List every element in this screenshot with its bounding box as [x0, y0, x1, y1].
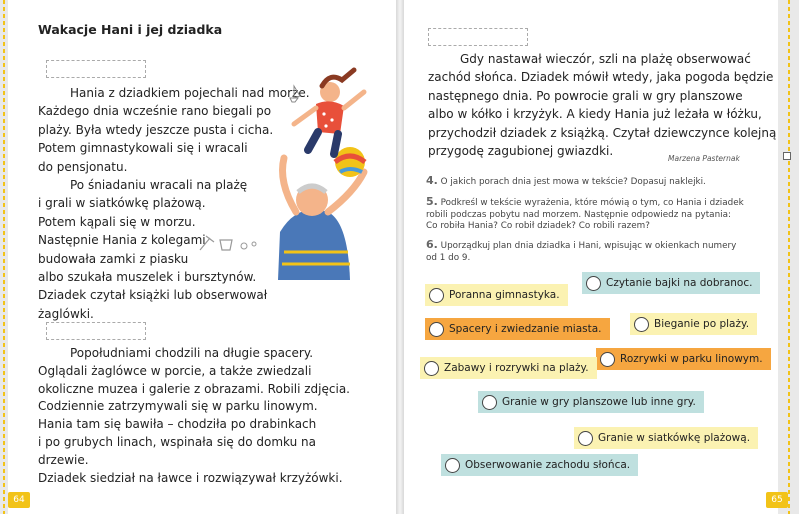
- plan-item-label: Spacery i zwiedzanie miasta.: [449, 323, 602, 335]
- question-text: Uporządkuj plan dnia dziadka i Hani, wpisując w okienkach numery: [440, 241, 737, 251]
- question-number: 6.: [426, 238, 438, 251]
- text-line: albo szukała muszelek i bursztynów.: [38, 270, 257, 285]
- plan-item-label: Poranna gimnastyka.: [449, 289, 560, 301]
- plan-item: [582, 272, 760, 294]
- number-circle-input[interactable]: [482, 395, 497, 410]
- question-number: 5.: [426, 195, 438, 208]
- sand-toys-icon: [196, 232, 266, 254]
- text-line: żaglówki.: [38, 306, 94, 321]
- text-line: Dziadek czytał książki lub obserwował: [38, 288, 268, 303]
- text-line: albo w kółko i krzyżyk. A kiedy Hania już leżała w łóżku,: [428, 107, 762, 122]
- plan-item: [425, 318, 610, 340]
- text-line: Hania tam się bawiła – chodziła po drabinkach: [38, 417, 317, 432]
- plan-item: [630, 313, 757, 335]
- plan-item-label: Granie w gry planszowe lub inne gry.: [502, 396, 696, 408]
- number-circle-input[interactable]: [424, 361, 439, 376]
- text-line: drzewie.: [38, 452, 89, 467]
- story-paragraph-3: [428, 50, 776, 160]
- question-text: O jakich porach dnia jest mowa w tekście? Dopasuj naklejki.: [440, 177, 706, 187]
- text-line: Oglądali żaglówce w porcie, a także zwiedzali: [38, 363, 312, 378]
- text-line: przychodził dziadek z książką. Czytał dziewczynce kolejną: [428, 125, 777, 140]
- plan-item: [441, 454, 638, 476]
- plan-item-label: Obserwowanie zachodu słońca.: [465, 459, 631, 471]
- question-number: 4.: [426, 174, 438, 187]
- plan-item: [425, 284, 568, 306]
- question-text: Podkreśl w tekście wyrażenia, które mówią o tym, co Hania i dziadek: [440, 198, 744, 208]
- answer-box-2[interactable]: [46, 322, 146, 340]
- text-line: Gdy nastawał wieczór, szli na plażę obserwować: [460, 52, 751, 66]
- number-circle-input[interactable]: [586, 276, 601, 291]
- question-6: [426, 239, 736, 264]
- text-line: budowała zamki z piasku: [38, 251, 189, 266]
- number-circle-input[interactable]: [445, 458, 460, 473]
- question-5: [426, 196, 744, 233]
- text-line: Codziennie zatrzymywali się w parku linowym.: [38, 399, 318, 414]
- question-text: robili podczas pobytu nad morzem. Następnie odpowiedz na pytania:: [426, 209, 731, 220]
- plan-item-label: Bieganie po plaży.: [654, 318, 750, 330]
- plan-item: [574, 427, 758, 449]
- book-gutter: [396, 0, 404, 514]
- text-line: do pensjonatu.: [38, 159, 128, 174]
- plan-item-label: Rozrywki w parku linowym.: [620, 353, 763, 365]
- text-line: Hania z dziadkiem pojechali nad morze.: [70, 86, 310, 100]
- right-edge-stripe: [788, 0, 790, 514]
- text-line: i po grubych linach, wspinała się do domku na: [38, 434, 316, 449]
- plan-item: [420, 357, 597, 379]
- text-line: Dziadek siedział na ławce i rozwiązywał krzyżówki.: [38, 470, 343, 485]
- number-circle-input[interactable]: [578, 431, 593, 446]
- text-line: Każdego dnia wcześnie rano biegali po: [38, 104, 272, 119]
- text-line: Potem gimnastykowali się i wracali: [38, 141, 248, 156]
- page-number-left: 64: [8, 492, 30, 508]
- text-line: Po śniadaniu wracali na plażę: [70, 178, 248, 193]
- question-4: [426, 175, 706, 189]
- answer-box-1[interactable]: [46, 60, 146, 78]
- text-line: i grali w siatkówkę plażową.: [38, 196, 206, 211]
- plan-item-label: Czytanie bajki na dobranoc.: [606, 277, 753, 289]
- text-line: Następnie Hania z kolegami: [38, 233, 206, 248]
- text-line: przygodę zagubionej gwiazdki.: [428, 144, 614, 159]
- author-name: Marzena Pasternak: [668, 154, 740, 163]
- story-title: Wakacje Hani i jej dziadka: [38, 22, 223, 37]
- page-number-right: 65: [766, 492, 788, 508]
- page-marker-square: [783, 152, 791, 160]
- number-circle-input[interactable]: [634, 317, 649, 332]
- text-line: okoliczne muzea i galerie z obrazami. Robili zdjęcia.: [38, 381, 350, 396]
- plan-item-label: Zabawy i rozrywki na plaży.: [444, 362, 589, 374]
- story-paragraph-2: [38, 345, 350, 487]
- text-line: Potem kąpali się w morzu.: [38, 214, 196, 229]
- answer-box-3[interactable]: [428, 28, 528, 46]
- number-circle-input[interactable]: [429, 322, 444, 337]
- number-circle-input[interactable]: [429, 288, 444, 303]
- question-text: od 1 do 9.: [426, 252, 471, 263]
- plan-item: [478, 391, 704, 413]
- text-line: następnego dnia. Po powrocie grali w gry planszowe: [428, 88, 743, 103]
- left-edge-stripe: [3, 0, 5, 514]
- number-circle-input[interactable]: [600, 352, 615, 367]
- girl-and-grandfather-playing-ball-icon: [268, 62, 380, 280]
- text-line: plaży. Była wtedy jeszcze pusta i cicha.: [38, 122, 274, 137]
- plan-item: [596, 348, 771, 370]
- text-line: Popołudniami chodzili na długie spacery.: [70, 346, 314, 360]
- question-text: Co robiła Hania? Co robił dziadek? Co robili razem?: [426, 221, 650, 231]
- text-line: zachód słońca. Dziadek mówił wtedy, jaka pogoda będzie: [428, 70, 774, 85]
- plan-item-label: Granie w siatkówkę plażową.: [598, 432, 751, 444]
